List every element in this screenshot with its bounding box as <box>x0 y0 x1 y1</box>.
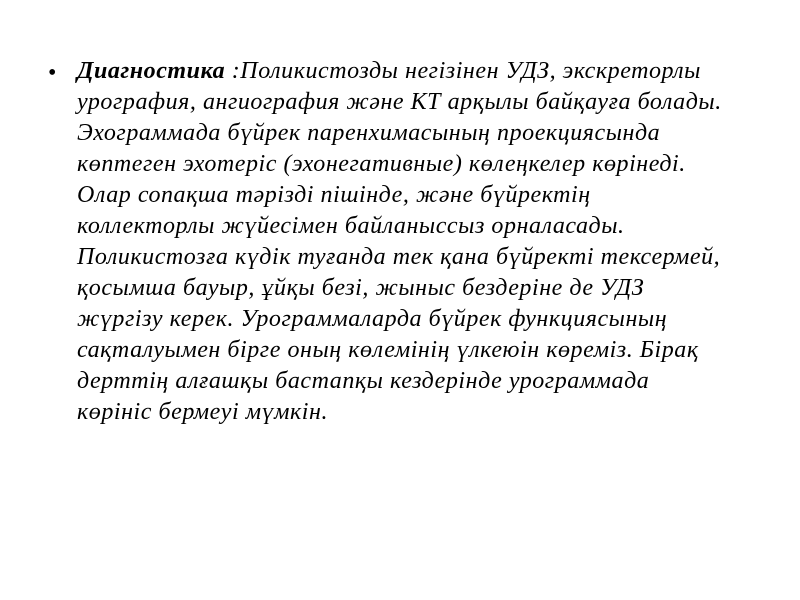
bullet-item <box>48 56 728 428</box>
lead-term: Диагностика <box>77 58 226 84</box>
body-text: :Поликистозды негізінен УДЗ, экскреторлы урография, ангиография және КТ арқылы байқауға болады. Эхограммада бүйрек паренхимасының проекциясында көптеген эхотеріс (эхонегативные) көлеңкелер көрінеді. Олар сопақша тәрізді пішінде, және бүйректің коллекторлы жүйесімен байланыссыз орналасады. Поликистозға күдік туғанда тек қана бүйректі тексермей, қосымша бауыр, ұйқы безі, жыныс бездеріне де УДЗ жүргізу керек. Урограммаларда бүйрек функциясының сақталуымен бірге оның көлемінің үлкеюін көреміз. Бірақ дерттің алғашқы бастапқы кездерінде урограммада көрініс бермеуі мүмкін. <box>77 58 722 425</box>
bullet-dot-icon: • <box>48 60 57 86</box>
bullet-paragraph <box>77 56 728 428</box>
